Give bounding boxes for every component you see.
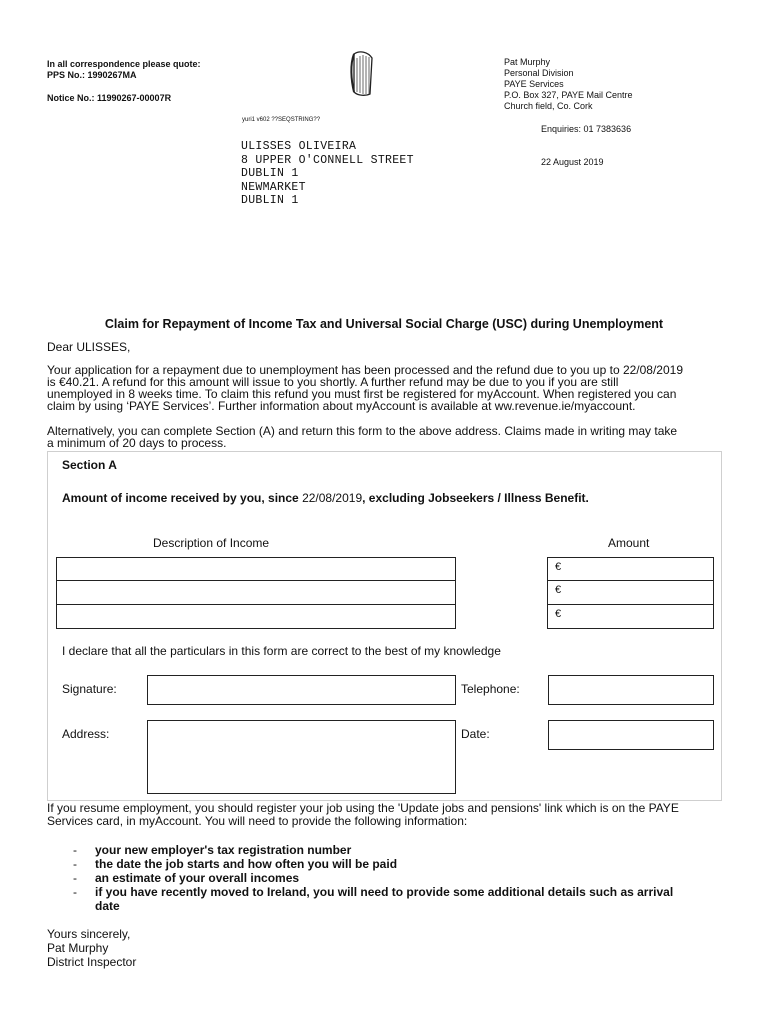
text-line: unemployed in 8 weeks time. To claim this refund you must first be registered for myAccount. When registered you can: [47, 387, 677, 401]
list-item-text: your new employer's tax registration number: [95, 843, 352, 857]
telephone-field[interactable]: [548, 675, 714, 705]
description-input[interactable]: [56, 580, 456, 605]
euro-symbol: €: [555, 561, 562, 573]
amount-input[interactable]: [547, 604, 714, 629]
text-line: is €40.21. A refund for this amount will issue to you shortly. A further refund may be due to you if you are still: [47, 375, 619, 389]
closing-block: [47, 927, 136, 969]
text-line: Your application for a repayment due to unemployment has been processed and the refund due to you up to 22/08/2019: [47, 363, 684, 377]
recipient-line: ULISSES OLIVEIRA: [241, 140, 357, 153]
list-item: [47, 843, 747, 857]
recipient-line: NEWMARKET: [241, 180, 306, 194]
quote-instruction: In all correspondence please quote:: [47, 59, 201, 69]
paragraph-refund: [47, 364, 747, 412]
signatory-name: Pat Murphy: [47, 941, 109, 955]
description-input[interactable]: [56, 557, 456, 581]
valediction: Yours sincerely,: [47, 927, 131, 941]
sender-line: Church field, Co. Cork: [504, 101, 593, 111]
paragraph-resume-employment: [47, 802, 747, 828]
sender-line: Pat Murphy: [504, 57, 551, 67]
amount-input[interactable]: [547, 580, 714, 605]
text-line: claim by using ‘PAYE Services’. Further information about myAccount is available at ww.revenue.ie/myaccount.: [47, 399, 636, 413]
amount-column-header: Amount: [608, 536, 650, 550]
bullet-dash: -: [73, 885, 77, 899]
income-question-suffix: , excluding Jobseekers / Illness Benefit.: [362, 491, 589, 505]
income-question-prefix: Amount of income received by you, since: [62, 491, 303, 505]
sender-line: PAYE Services: [504, 79, 564, 89]
recipient-line: DUBLIN 1: [241, 167, 299, 181]
list-item: [47, 871, 747, 885]
required-info-list: [47, 843, 747, 913]
income-question: [62, 491, 589, 505]
amount-input[interactable]: [547, 557, 714, 581]
list-item-text: the date the job starts and how often you will be paid: [95, 857, 398, 871]
text-line: Alternatively, you can complete Section (A) and return this form to the above address. Claims made in writing may take: [47, 424, 678, 438]
description-column-header: Description of Income: [153, 536, 270, 550]
recipient-line: DUBLIN 1: [241, 194, 299, 208]
signature-label: Signature:: [62, 682, 117, 696]
tracking-code: yuri1 v602 ??SEQSTRING??: [242, 117, 321, 123]
address-label: Address:: [62, 727, 110, 741]
date-label: Date:: [461, 727, 490, 741]
list-item: [47, 885, 747, 899]
pps-number: PPS No.: 1990267MA: [47, 70, 137, 80]
description-input[interactable]: [56, 604, 456, 629]
sender-address: [504, 57, 633, 112]
letter-title: Claim for Repayment of Income Tax and Universal Social Charge (USC) during Unemployment: [104, 317, 664, 331]
date-field[interactable]: [548, 720, 714, 750]
telephone-label: Telephone:: [461, 682, 520, 696]
recipient-line: 8 UPPER O'CONNELL STREET: [241, 153, 414, 167]
bullet-dash: -: [73, 843, 77, 857]
bullet-dash: -: [73, 857, 77, 871]
enquiries-phone: Enquiries: 01 7383636: [541, 124, 632, 134]
address-field[interactable]: [147, 720, 456, 794]
notice-number: Notice No.: 11990267-00007R: [47, 93, 172, 103]
paragraph-alternative: [47, 425, 747, 449]
letter-date: 22 August 2019: [541, 157, 604, 167]
declaration-text: I declare that all the particulars in this form are correct to the best of my knowledge: [62, 644, 501, 658]
text-line: a minimum of 20 days to process.: [47, 436, 227, 450]
signature-field[interactable]: [147, 675, 456, 705]
list-item: [47, 857, 747, 871]
list-item-text: date: [95, 899, 120, 913]
income-question-date: 22/08/2019: [302, 491, 363, 505]
bullet-dash: -: [73, 871, 77, 885]
list-item-continuation: [47, 899, 747, 913]
signatory-role: District Inspector: [47, 955, 137, 969]
euro-symbol: €: [555, 608, 562, 620]
salutation: Dear ULISSES,: [47, 340, 131, 354]
text-line: Services card, in myAccount. You will need to provide the following information:: [47, 814, 468, 828]
section-a-heading: Section A: [62, 458, 117, 472]
sender-line: Personal Division: [504, 68, 574, 78]
list-item-text: if you have recently moved to Ireland, you will need to provide some additional details such as arrival: [95, 885, 674, 899]
recipient-address: [241, 140, 414, 208]
list-item-text: an estimate of your overall incomes: [95, 871, 300, 885]
text-line: If you resume employment, you should register your job using the 'Update jobs and pensions' link which is on the PAYE: [47, 801, 679, 815]
sender-line: P.O. Box 327, PAYE Mail Centre: [504, 90, 633, 100]
harp-logo-icon: [348, 50, 376, 100]
euro-symbol: €: [555, 584, 562, 596]
